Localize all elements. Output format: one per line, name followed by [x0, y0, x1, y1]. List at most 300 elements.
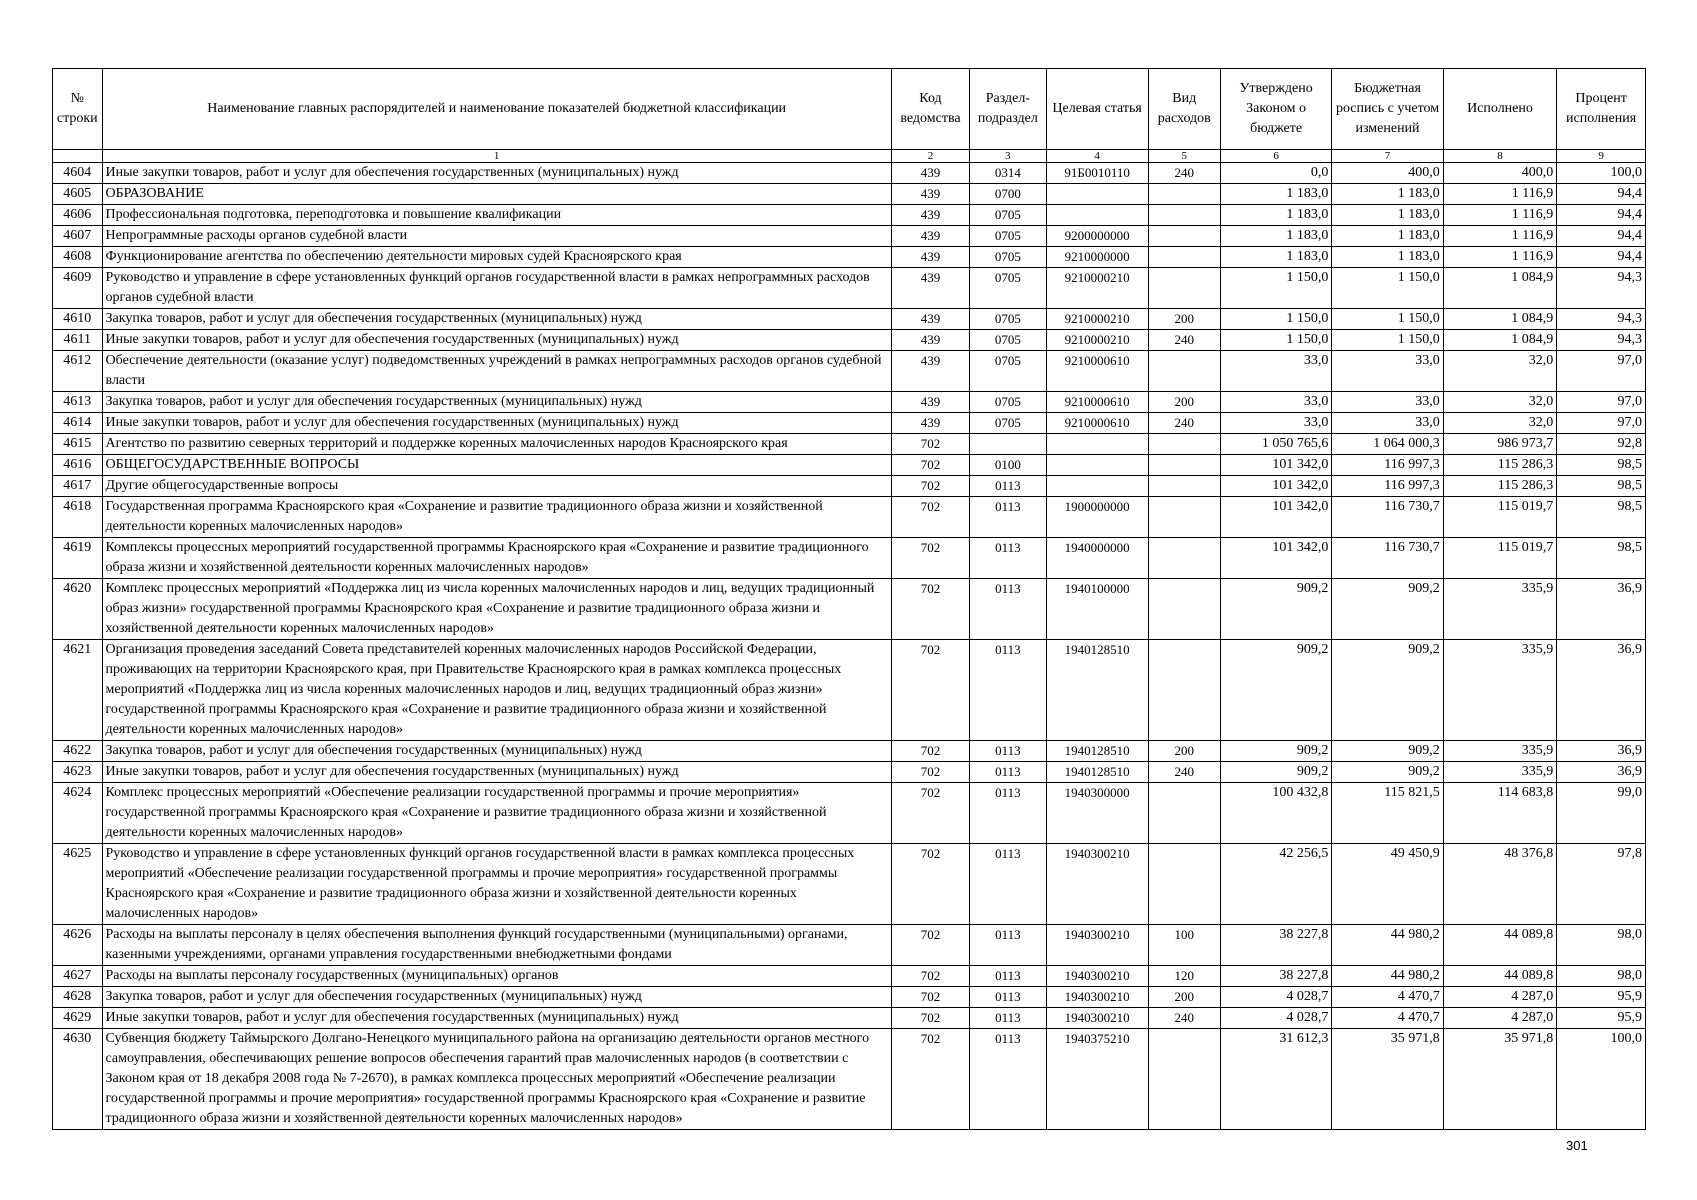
budget-schedule-cell: 4 470,7	[1332, 1008, 1443, 1029]
row-number-cell: 4621	[53, 640, 103, 741]
name-cell: Агентство по развитию северных территорий и поддержке коренных малочисленных народов Красноярского края	[102, 434, 891, 455]
budget-schedule-cell: 400,0	[1332, 163, 1443, 184]
expense-type-cell: 240	[1148, 762, 1220, 783]
name-cell: Профессиональная подготовка, переподготовка и повышение квалификации	[102, 205, 891, 226]
percent-cell: 94,3	[1557, 309, 1646, 330]
row-number-cell: 4620	[53, 579, 103, 640]
row-number-cell: 4617	[53, 476, 103, 497]
department-code-cell: 702	[891, 497, 969, 538]
budget-schedule-cell: 1 150,0	[1332, 268, 1443, 309]
department-code-cell: 702	[891, 1029, 969, 1130]
section-cell: 0113	[970, 925, 1046, 966]
executed-cell: 32,0	[1443, 351, 1556, 392]
row-number-cell: 4609	[53, 268, 103, 309]
section-cell: 0705	[970, 247, 1046, 268]
expense-type-cell	[1148, 455, 1220, 476]
name-cell: Функционирование агентства по обеспечению деятельности мировых судей Красноярского края	[102, 247, 891, 268]
section-cell: 0113	[970, 1008, 1046, 1029]
approved-cell: 101 342,0	[1220, 476, 1331, 497]
percent-cell: 97,0	[1557, 351, 1646, 392]
column-number: 5	[1148, 150, 1220, 163]
table-row	[53, 226, 1646, 247]
expense-type-cell	[1148, 844, 1220, 925]
name-cell: Непрограммные расходы органов судебной власти	[102, 226, 891, 247]
budget-schedule-cell: 44 980,2	[1332, 966, 1443, 987]
target-article-cell: 9210000210	[1046, 330, 1148, 351]
row-number-cell: 4611	[53, 330, 103, 351]
executed-cell: 32,0	[1443, 392, 1556, 413]
table-row	[53, 1029, 1646, 1130]
table-row	[53, 538, 1646, 579]
table-row	[53, 476, 1646, 497]
budget-schedule-cell: 1 064 000,3	[1332, 434, 1443, 455]
budget-schedule-cell: 1 150,0	[1332, 309, 1443, 330]
table-row	[53, 351, 1646, 392]
approved-cell: 1 150,0	[1220, 330, 1331, 351]
executed-cell: 115 286,3	[1443, 455, 1556, 476]
department-code-cell: 702	[891, 434, 969, 455]
table-row	[53, 579, 1646, 640]
percent-cell: 94,4	[1557, 205, 1646, 226]
expense-type-cell: 240	[1148, 330, 1220, 351]
row-number-cell: 4608	[53, 247, 103, 268]
budget-schedule-cell: 116 997,3	[1332, 455, 1443, 476]
approved-cell: 38 227,8	[1220, 925, 1331, 966]
department-code-cell: 702	[891, 476, 969, 497]
expense-type-cell	[1148, 640, 1220, 741]
section-cell: 0705	[970, 413, 1046, 434]
section-cell: 0113	[970, 762, 1046, 783]
header-budget-schedule: Бюджетная роспись с учетом изменений	[1332, 69, 1443, 150]
budget-schedule-cell: 116 997,3	[1332, 476, 1443, 497]
percent-cell: 36,9	[1557, 579, 1646, 640]
expense-type-cell: 240	[1148, 1008, 1220, 1029]
table-body	[53, 163, 1646, 1130]
budget-schedule-cell: 33,0	[1332, 392, 1443, 413]
target-article-cell: 9210000610	[1046, 392, 1148, 413]
approved-cell: 4 028,7	[1220, 1008, 1331, 1029]
row-number-cell: 4629	[53, 1008, 103, 1029]
name-cell: Закупка товаров, работ и услуг для обеспечения государственных (муниципальных) нужд	[102, 309, 891, 330]
table-row	[53, 966, 1646, 987]
column-number: 1	[102, 150, 891, 163]
budget-schedule-cell: 1 183,0	[1332, 247, 1443, 268]
department-code-cell: 439	[891, 205, 969, 226]
department-code-cell: 439	[891, 392, 969, 413]
approved-cell: 33,0	[1220, 351, 1331, 392]
percent-cell: 95,9	[1557, 987, 1646, 1008]
executed-cell: 335,9	[1443, 741, 1556, 762]
name-cell: Государственная программа Красноярского края «Сохранение и развитие традиционного образа жизни и хозяйственной деятельности коренных малочисленных народов»	[102, 497, 891, 538]
percent-cell: 95,9	[1557, 1008, 1646, 1029]
section-cell: 0700	[970, 184, 1046, 205]
expense-type-cell: 100	[1148, 925, 1220, 966]
header-percent: Процент исполнения	[1557, 69, 1646, 150]
department-code-cell: 702	[891, 640, 969, 741]
percent-cell: 94,4	[1557, 184, 1646, 205]
budget-schedule-cell: 1 183,0	[1332, 184, 1443, 205]
executed-cell: 4 287,0	[1443, 987, 1556, 1008]
department-code-cell: 702	[891, 762, 969, 783]
name-cell: Закупка товаров, работ и услуг для обеспечения государственных (муниципальных) нужд	[102, 392, 891, 413]
budget-schedule-cell: 116 730,7	[1332, 538, 1443, 579]
approved-cell: 42 256,5	[1220, 844, 1331, 925]
target-article-cell: 1940128510	[1046, 762, 1148, 783]
percent-cell: 36,9	[1557, 741, 1646, 762]
approved-cell: 0,0	[1220, 163, 1331, 184]
percent-cell: 98,0	[1557, 925, 1646, 966]
department-code-cell: 439	[891, 330, 969, 351]
table-row	[53, 741, 1646, 762]
table-row	[53, 205, 1646, 226]
executed-cell: 115 019,7	[1443, 497, 1556, 538]
section-cell: 0705	[970, 330, 1046, 351]
approved-cell: 1 150,0	[1220, 309, 1331, 330]
approved-cell: 31 612,3	[1220, 1029, 1331, 1130]
expense-type-cell: 200	[1148, 309, 1220, 330]
target-article-cell: 91Б0010110	[1046, 163, 1148, 184]
executed-cell: 1 084,9	[1443, 268, 1556, 309]
approved-cell: 909,2	[1220, 762, 1331, 783]
percent-cell: 98,5	[1557, 455, 1646, 476]
name-cell: Другие общегосударственные вопросы	[102, 476, 891, 497]
target-article-cell	[1046, 184, 1148, 205]
budget-schedule-cell: 909,2	[1332, 579, 1443, 640]
header-executed: Исполнено	[1443, 69, 1556, 150]
section-cell: 0113	[970, 579, 1046, 640]
budget-schedule-cell: 35 971,8	[1332, 1029, 1443, 1130]
percent-cell: 97,8	[1557, 844, 1646, 925]
department-code-cell: 702	[891, 925, 969, 966]
department-code-cell: 702	[891, 579, 969, 640]
department-code-cell: 439	[891, 351, 969, 392]
target-article-cell	[1046, 434, 1148, 455]
name-cell: Комплекс процессных мероприятий «Поддержка лиц из числа коренных малочисленных народов и лиц, ведущих традиционный образ жизни» государственной программы Красноярского края «Сохранение и развитие традиционного образа жизни и хозяйственной деятельности коренных малочисленных народов»	[102, 579, 891, 640]
executed-cell: 1 116,9	[1443, 226, 1556, 247]
executed-cell: 48 376,8	[1443, 844, 1556, 925]
department-code-cell: 439	[891, 247, 969, 268]
table-row	[53, 925, 1646, 966]
column-number: 2	[891, 150, 969, 163]
row-number-cell: 4613	[53, 392, 103, 413]
executed-cell: 1 116,9	[1443, 184, 1556, 205]
header-department-code: Код ведомства	[891, 69, 969, 150]
column-number	[53, 150, 103, 163]
name-cell: Комплекс процессных мероприятий «Обеспечение реализации государственной программы и прочие мероприятия» государственной программы Красноярского края «Сохранение и развитие традиционного образа жизни и хозяйственной деятельности коренных малочисленных народов»	[102, 783, 891, 844]
target-article-cell: 1940300210	[1046, 844, 1148, 925]
executed-cell: 1 116,9	[1443, 205, 1556, 226]
section-cell: 0705	[970, 351, 1046, 392]
budget-schedule-cell: 44 980,2	[1332, 925, 1443, 966]
budget-schedule-cell: 115 821,5	[1332, 783, 1443, 844]
executed-cell: 335,9	[1443, 579, 1556, 640]
expense-type-cell	[1148, 226, 1220, 247]
expense-type-cell	[1148, 247, 1220, 268]
target-article-cell: 1900000000	[1046, 497, 1148, 538]
department-code-cell: 702	[891, 1008, 969, 1029]
expense-type-cell	[1148, 184, 1220, 205]
table-row	[53, 455, 1646, 476]
name-cell: Расходы на выплаты персоналу в целях обеспечения выполнения функций государственными (муниципальными) органами, казенными учреждениями, органами управления государственными внебюджетными фондами	[102, 925, 891, 966]
row-number-cell: 4618	[53, 497, 103, 538]
header-expense-type: Вид расходов	[1148, 69, 1220, 150]
percent-cell: 98,5	[1557, 497, 1646, 538]
approved-cell: 909,2	[1220, 579, 1331, 640]
row-number-cell: 4605	[53, 184, 103, 205]
target-article-cell: 1940300210	[1046, 1008, 1148, 1029]
name-cell: Субвенция бюджету Таймырского Долгано-Ненецкого муниципального района на организацию деятельности органов местного самоуправления, обеспечивающих решение вопросов обеспечения гарантий прав малочисленных народов (в соответствии с Законом края от 18 декабря 2008 года № 7-2670), в рамках комплекса процессных мероприятий «Обеспечение реализации государственной программы и прочие мероприятия» государственной программы Красноярского края «Сохранение и развитие традиционного образа жизни и хозяйственной деятельности коренных малочисленных народов»	[102, 1029, 891, 1130]
percent-cell: 92,8	[1557, 434, 1646, 455]
row-number-cell: 4624	[53, 783, 103, 844]
expense-type-cell	[1148, 434, 1220, 455]
budget-schedule-cell: 116 730,7	[1332, 497, 1443, 538]
row-number-cell: 4610	[53, 309, 103, 330]
department-code-cell: 439	[891, 226, 969, 247]
table-row	[53, 640, 1646, 741]
section-cell: 0705	[970, 205, 1046, 226]
column-number: 4	[1046, 150, 1148, 163]
expense-type-cell	[1148, 579, 1220, 640]
name-cell: Иные закупки товаров, работ и услуг для обеспечения государственных (муниципальных) нужд	[102, 163, 891, 184]
executed-cell: 1 084,9	[1443, 309, 1556, 330]
name-cell: Руководство и управление в сфере установленных функций органов государственной власти в рамках непрограммных расходов органов судебной власти	[102, 268, 891, 309]
section-cell: 0705	[970, 309, 1046, 330]
table-row	[53, 413, 1646, 434]
department-code-cell: 439	[891, 268, 969, 309]
name-cell: Иные закупки товаров, работ и услуг для обеспечения государственных (муниципальных) нужд	[102, 762, 891, 783]
executed-cell: 115 019,7	[1443, 538, 1556, 579]
expense-type-cell	[1148, 268, 1220, 309]
target-article-cell	[1046, 476, 1148, 497]
percent-cell: 98,0	[1557, 966, 1646, 987]
row-number-cell: 4622	[53, 741, 103, 762]
table-row	[53, 497, 1646, 538]
department-code-cell: 702	[891, 844, 969, 925]
section-cell	[970, 434, 1046, 455]
approved-cell: 101 342,0	[1220, 538, 1331, 579]
approved-cell: 100 432,8	[1220, 783, 1331, 844]
name-cell: Закупка товаров, работ и услуг для обеспечения государственных (муниципальных) нужд	[102, 987, 891, 1008]
name-cell: Иные закупки товаров, работ и услуг для обеспечения государственных (муниципальных) нужд	[102, 413, 891, 434]
table-row	[53, 184, 1646, 205]
approved-cell: 33,0	[1220, 413, 1331, 434]
executed-cell: 335,9	[1443, 762, 1556, 783]
name-cell: Расходы на выплаты персоналу государственных (муниципальных) органов	[102, 966, 891, 987]
name-cell: Обеспечение деятельности (оказание услуг) подведомственных учреждений в рамках непрограммных расходов органов судебной власти	[102, 351, 891, 392]
department-code-cell: 702	[891, 987, 969, 1008]
executed-cell: 335,9	[1443, 640, 1556, 741]
section-cell: 0113	[970, 538, 1046, 579]
expense-type-cell	[1148, 538, 1220, 579]
executed-cell: 1 084,9	[1443, 330, 1556, 351]
row-number-cell: 4627	[53, 966, 103, 987]
percent-cell: 97,0	[1557, 413, 1646, 434]
section-cell: 0705	[970, 226, 1046, 247]
expense-type-cell	[1148, 783, 1220, 844]
target-article-cell: 1940300210	[1046, 966, 1148, 987]
approved-cell: 1 150,0	[1220, 268, 1331, 309]
expense-type-cell: 200	[1148, 392, 1220, 413]
name-cell: ОБЩЕГОСУДАРСТВЕННЫЕ ВОПРОСЫ	[102, 455, 891, 476]
executed-cell: 1 116,9	[1443, 247, 1556, 268]
page-number: 301	[1566, 1138, 1588, 1153]
column-number: 9	[1557, 150, 1646, 163]
section-cell: 0113	[970, 987, 1046, 1008]
approved-cell: 1 183,0	[1220, 247, 1331, 268]
row-number-cell: 4607	[53, 226, 103, 247]
section-cell: 0113	[970, 1029, 1046, 1130]
table-row	[53, 330, 1646, 351]
section-cell: 0705	[970, 268, 1046, 309]
section-cell: 0100	[970, 455, 1046, 476]
approved-cell: 909,2	[1220, 741, 1331, 762]
target-article-cell: 1940375210	[1046, 1029, 1148, 1130]
target-article-cell: 9210000210	[1046, 268, 1148, 309]
executed-cell: 44 089,8	[1443, 925, 1556, 966]
expense-type-cell: 200	[1148, 741, 1220, 762]
name-cell: Комплексы процессных мероприятий государственной программы Красноярского края «Сохранение и развитие традиционного образа жизни и хозяйственной деятельности коренных малочисленных народов»	[102, 538, 891, 579]
row-number-cell: 4628	[53, 987, 103, 1008]
table-row	[53, 163, 1646, 184]
percent-cell: 94,4	[1557, 247, 1646, 268]
expense-type-cell	[1148, 1029, 1220, 1130]
department-code-cell: 702	[891, 455, 969, 476]
percent-cell: 98,5	[1557, 476, 1646, 497]
table-row	[53, 434, 1646, 455]
target-article-cell: 9210000210	[1046, 309, 1148, 330]
name-cell: Руководство и управление в сфере установленных функций органов государственной власти в рамках комплекса процессных мероприятий «Обеспечение реализации государственной программы и прочие мероприятия» государственной программы Красноярского края «Сохранение и развитие традиционного образа жизни и хозяйственной деятельности коренных малочисленных народов»	[102, 844, 891, 925]
expense-type-cell: 200	[1148, 987, 1220, 1008]
header-section: Раздел-подраздел	[970, 69, 1046, 150]
executed-cell: 44 089,8	[1443, 966, 1556, 987]
percent-cell: 94,3	[1557, 268, 1646, 309]
expense-type-cell	[1148, 497, 1220, 538]
approved-cell: 1 183,0	[1220, 184, 1331, 205]
section-cell: 0113	[970, 476, 1046, 497]
header-row-number: № строки	[53, 69, 103, 150]
name-cell: ОБРАЗОВАНИЕ	[102, 184, 891, 205]
row-number-cell: 4614	[53, 413, 103, 434]
header-name: Наименование главных распорядителей и наименование показателей бюджетной классификации	[102, 69, 891, 150]
table-row	[53, 309, 1646, 330]
column-number: 6	[1220, 150, 1331, 163]
target-article-cell	[1046, 205, 1148, 226]
department-code-cell: 439	[891, 413, 969, 434]
percent-cell: 97,0	[1557, 392, 1646, 413]
department-code-cell: 702	[891, 783, 969, 844]
target-article-cell: 9210000610	[1046, 351, 1148, 392]
executed-cell: 114 683,8	[1443, 783, 1556, 844]
expense-type-cell	[1148, 476, 1220, 497]
section-cell: 0705	[970, 392, 1046, 413]
section-cell: 0113	[970, 783, 1046, 844]
percent-cell: 99,0	[1557, 783, 1646, 844]
row-number-cell: 4630	[53, 1029, 103, 1130]
row-number-cell: 4626	[53, 925, 103, 966]
approved-cell: 38 227,8	[1220, 966, 1331, 987]
table-row	[53, 762, 1646, 783]
target-article-cell: 1940300210	[1046, 987, 1148, 1008]
expense-type-cell: 240	[1148, 413, 1220, 434]
column-number-row	[53, 150, 1646, 163]
table-header-row	[53, 69, 1646, 150]
budget-schedule-cell: 49 450,9	[1332, 844, 1443, 925]
budget-table-page	[52, 68, 1646, 1130]
table-row	[53, 247, 1646, 268]
table-row	[53, 1008, 1646, 1029]
name-cell: Организация проведения заседаний Совета представителей коренных малочисленных народов Российской Федерации, проживающих на территории Красноярского края, при Правительстве Красноярского края в рамках комплекса процессных мероприятий «Поддержка лиц из числа коренных малочисленных народов и лиц, ведущих традиционный образ жизни» государственной программы Красноярского края «Сохранение и развитие традиционного образа жизни и хозяйственной деятельности коренных малочисленных народов»	[102, 640, 891, 741]
approved-cell: 1 183,0	[1220, 226, 1331, 247]
column-number: 8	[1443, 150, 1556, 163]
budget-schedule-cell: 909,2	[1332, 762, 1443, 783]
row-number-cell: 4604	[53, 163, 103, 184]
row-number-cell: 4615	[53, 434, 103, 455]
target-article-cell	[1046, 455, 1148, 476]
expense-type-cell: 240	[1148, 163, 1220, 184]
section-cell: 0314	[970, 163, 1046, 184]
approved-cell: 101 342,0	[1220, 455, 1331, 476]
executed-cell: 400,0	[1443, 163, 1556, 184]
executed-cell: 115 286,3	[1443, 476, 1556, 497]
expense-type-cell	[1148, 351, 1220, 392]
department-code-cell: 702	[891, 741, 969, 762]
section-cell: 0113	[970, 966, 1046, 987]
target-article-cell: 9200000000	[1046, 226, 1148, 247]
percent-cell: 100,0	[1557, 1029, 1646, 1130]
target-article-cell: 1940000000	[1046, 538, 1148, 579]
target-article-cell: 1940300000	[1046, 783, 1148, 844]
approved-cell: 101 342,0	[1220, 497, 1331, 538]
percent-cell: 36,9	[1557, 762, 1646, 783]
table-row	[53, 987, 1646, 1008]
budget-schedule-cell: 1 183,0	[1332, 205, 1443, 226]
approved-cell: 4 028,7	[1220, 987, 1331, 1008]
name-cell: Иные закупки товаров, работ и услуг для обеспечения государственных (муниципальных) нужд	[102, 1008, 891, 1029]
executed-cell: 32,0	[1443, 413, 1556, 434]
row-number-cell: 4612	[53, 351, 103, 392]
column-number: 7	[1332, 150, 1443, 163]
header-target-article: Целевая статья	[1046, 69, 1148, 150]
name-cell: Иные закупки товаров, работ и услуг для обеспечения государственных (муниципальных) нужд	[102, 330, 891, 351]
budget-schedule-cell: 4 470,7	[1332, 987, 1443, 1008]
section-cell: 0113	[970, 640, 1046, 741]
section-cell: 0113	[970, 741, 1046, 762]
percent-cell: 98,5	[1557, 538, 1646, 579]
department-code-cell: 439	[891, 163, 969, 184]
row-number-cell: 4625	[53, 844, 103, 925]
executed-cell: 4 287,0	[1443, 1008, 1556, 1029]
row-number-cell: 4623	[53, 762, 103, 783]
target-article-cell: 9210000000	[1046, 247, 1148, 268]
department-code-cell: 439	[891, 309, 969, 330]
percent-cell: 94,3	[1557, 330, 1646, 351]
approved-cell: 1 050 765,6	[1220, 434, 1331, 455]
target-article-cell: 9210000610	[1046, 413, 1148, 434]
row-number-cell: 4616	[53, 455, 103, 476]
department-code-cell: 702	[891, 966, 969, 987]
budget-schedule-cell: 1 183,0	[1332, 226, 1443, 247]
budget-schedule-cell: 909,2	[1332, 640, 1443, 741]
column-number: 3	[970, 150, 1046, 163]
percent-cell: 100,0	[1557, 163, 1646, 184]
executed-cell: 986 973,7	[1443, 434, 1556, 455]
target-article-cell: 1940128510	[1046, 640, 1148, 741]
approved-cell: 909,2	[1220, 640, 1331, 741]
section-cell: 0113	[970, 497, 1046, 538]
row-number-cell: 4606	[53, 205, 103, 226]
table-row	[53, 844, 1646, 925]
department-code-cell: 702	[891, 538, 969, 579]
